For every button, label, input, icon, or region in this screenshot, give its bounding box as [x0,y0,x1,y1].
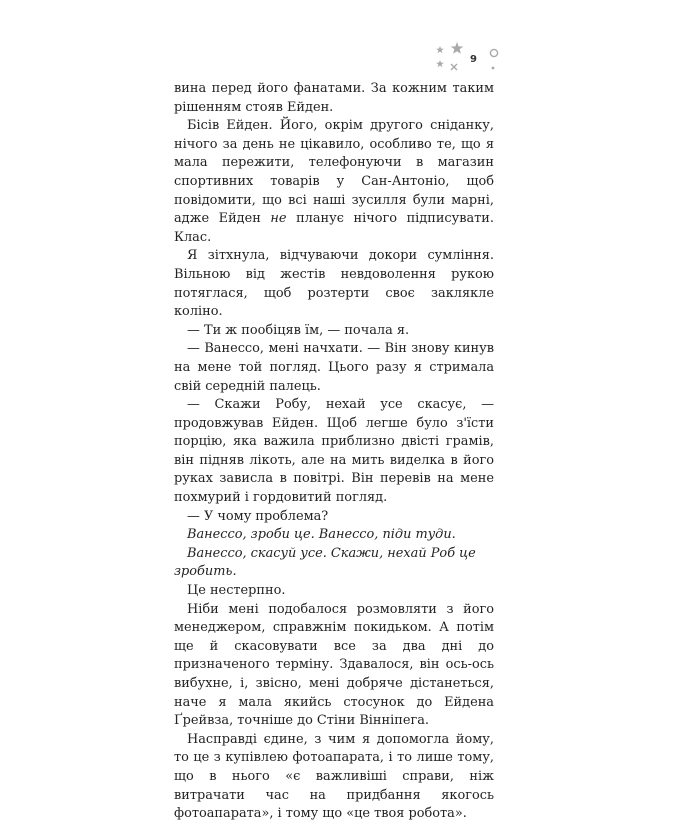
dot-icon [492,67,495,70]
star-icon [436,46,444,53]
italic-thought: Ванессо, скасуй усе. Скажи, нехай Роб це зробить. [174,545,476,580]
dialogue-line: — У чому проблема? [187,508,329,524]
dialogue-line: — Ти ж пообіцяв їм, — почала я. [187,322,410,338]
italic-thought: Ванессо, зроби це. Ванессо, піди туди. [187,527,456,543]
body-text [174,80,494,824]
paragraph: Ніби мені подобалося розмовляти з його менеджером, справжнім покидьком. А потім ще й скасовувати все за два дні до призначеного терміну. Здавалося, він ось-ось вибухне, і, звісно, мені добряче дістанеться, наче я мала якийсь стосунок до Ейдена Ґрейвза, точніше до Стіни Вінніпега. [174,601,494,729]
paragraph: Це нестерпно. [187,583,286,599]
star-icon [436,60,444,67]
paragraph: Бісів Ейден. Його, окрім другого сніданку, нічого за день не цікавило, особливо те, що я мала пережити, телефонуючи в магазин спортивних товарів у Сан-Антоніо, щоб повідомити, що всі наші зусилля були марні, адже Ейден не планує нічого підписувати. Клас. [174,118,494,245]
paragraph: Насправді єдине, з чим я допомогла йому, то це з купівлею фотоапарата, і то лише тому, що в нього «є важливіші справи, ніж витрачати час на придбання якогось фотоапарата», і тому що «це твоя робота». [174,731,494,822]
ornament [426,40,506,76]
dialogue-line: — Ванессо, мені начхати. — Він знову кинув на мене той погляд. Цього разу я стримала свій середній палець. [174,341,494,394]
dialogue-line: — Скажи Робу, нехай усе скасує, — продовжував Ейден. Щоб легше було з'їсти порцію, яка важила приблизно двісті грамів, він підняв лікоть, але на мить виделка в його руках зависла в повітрі. Він перевів на мене похмурий і гордовитий погляд. [174,397,494,506]
paragraph: Я зітхнула, відчуваючи докори сумління. Вільною від жестів невдоволення рукою потяглася, щоб розтерти своє заклякле коліно. [174,248,494,320]
cross-icon [451,64,457,70]
page-number: 9 [470,54,477,65]
paragraph: вина перед його фанатами. За кожним таким рішенням стояв Ейден. [174,81,494,115]
star-icon [451,42,463,54]
circle-icon [490,49,497,56]
